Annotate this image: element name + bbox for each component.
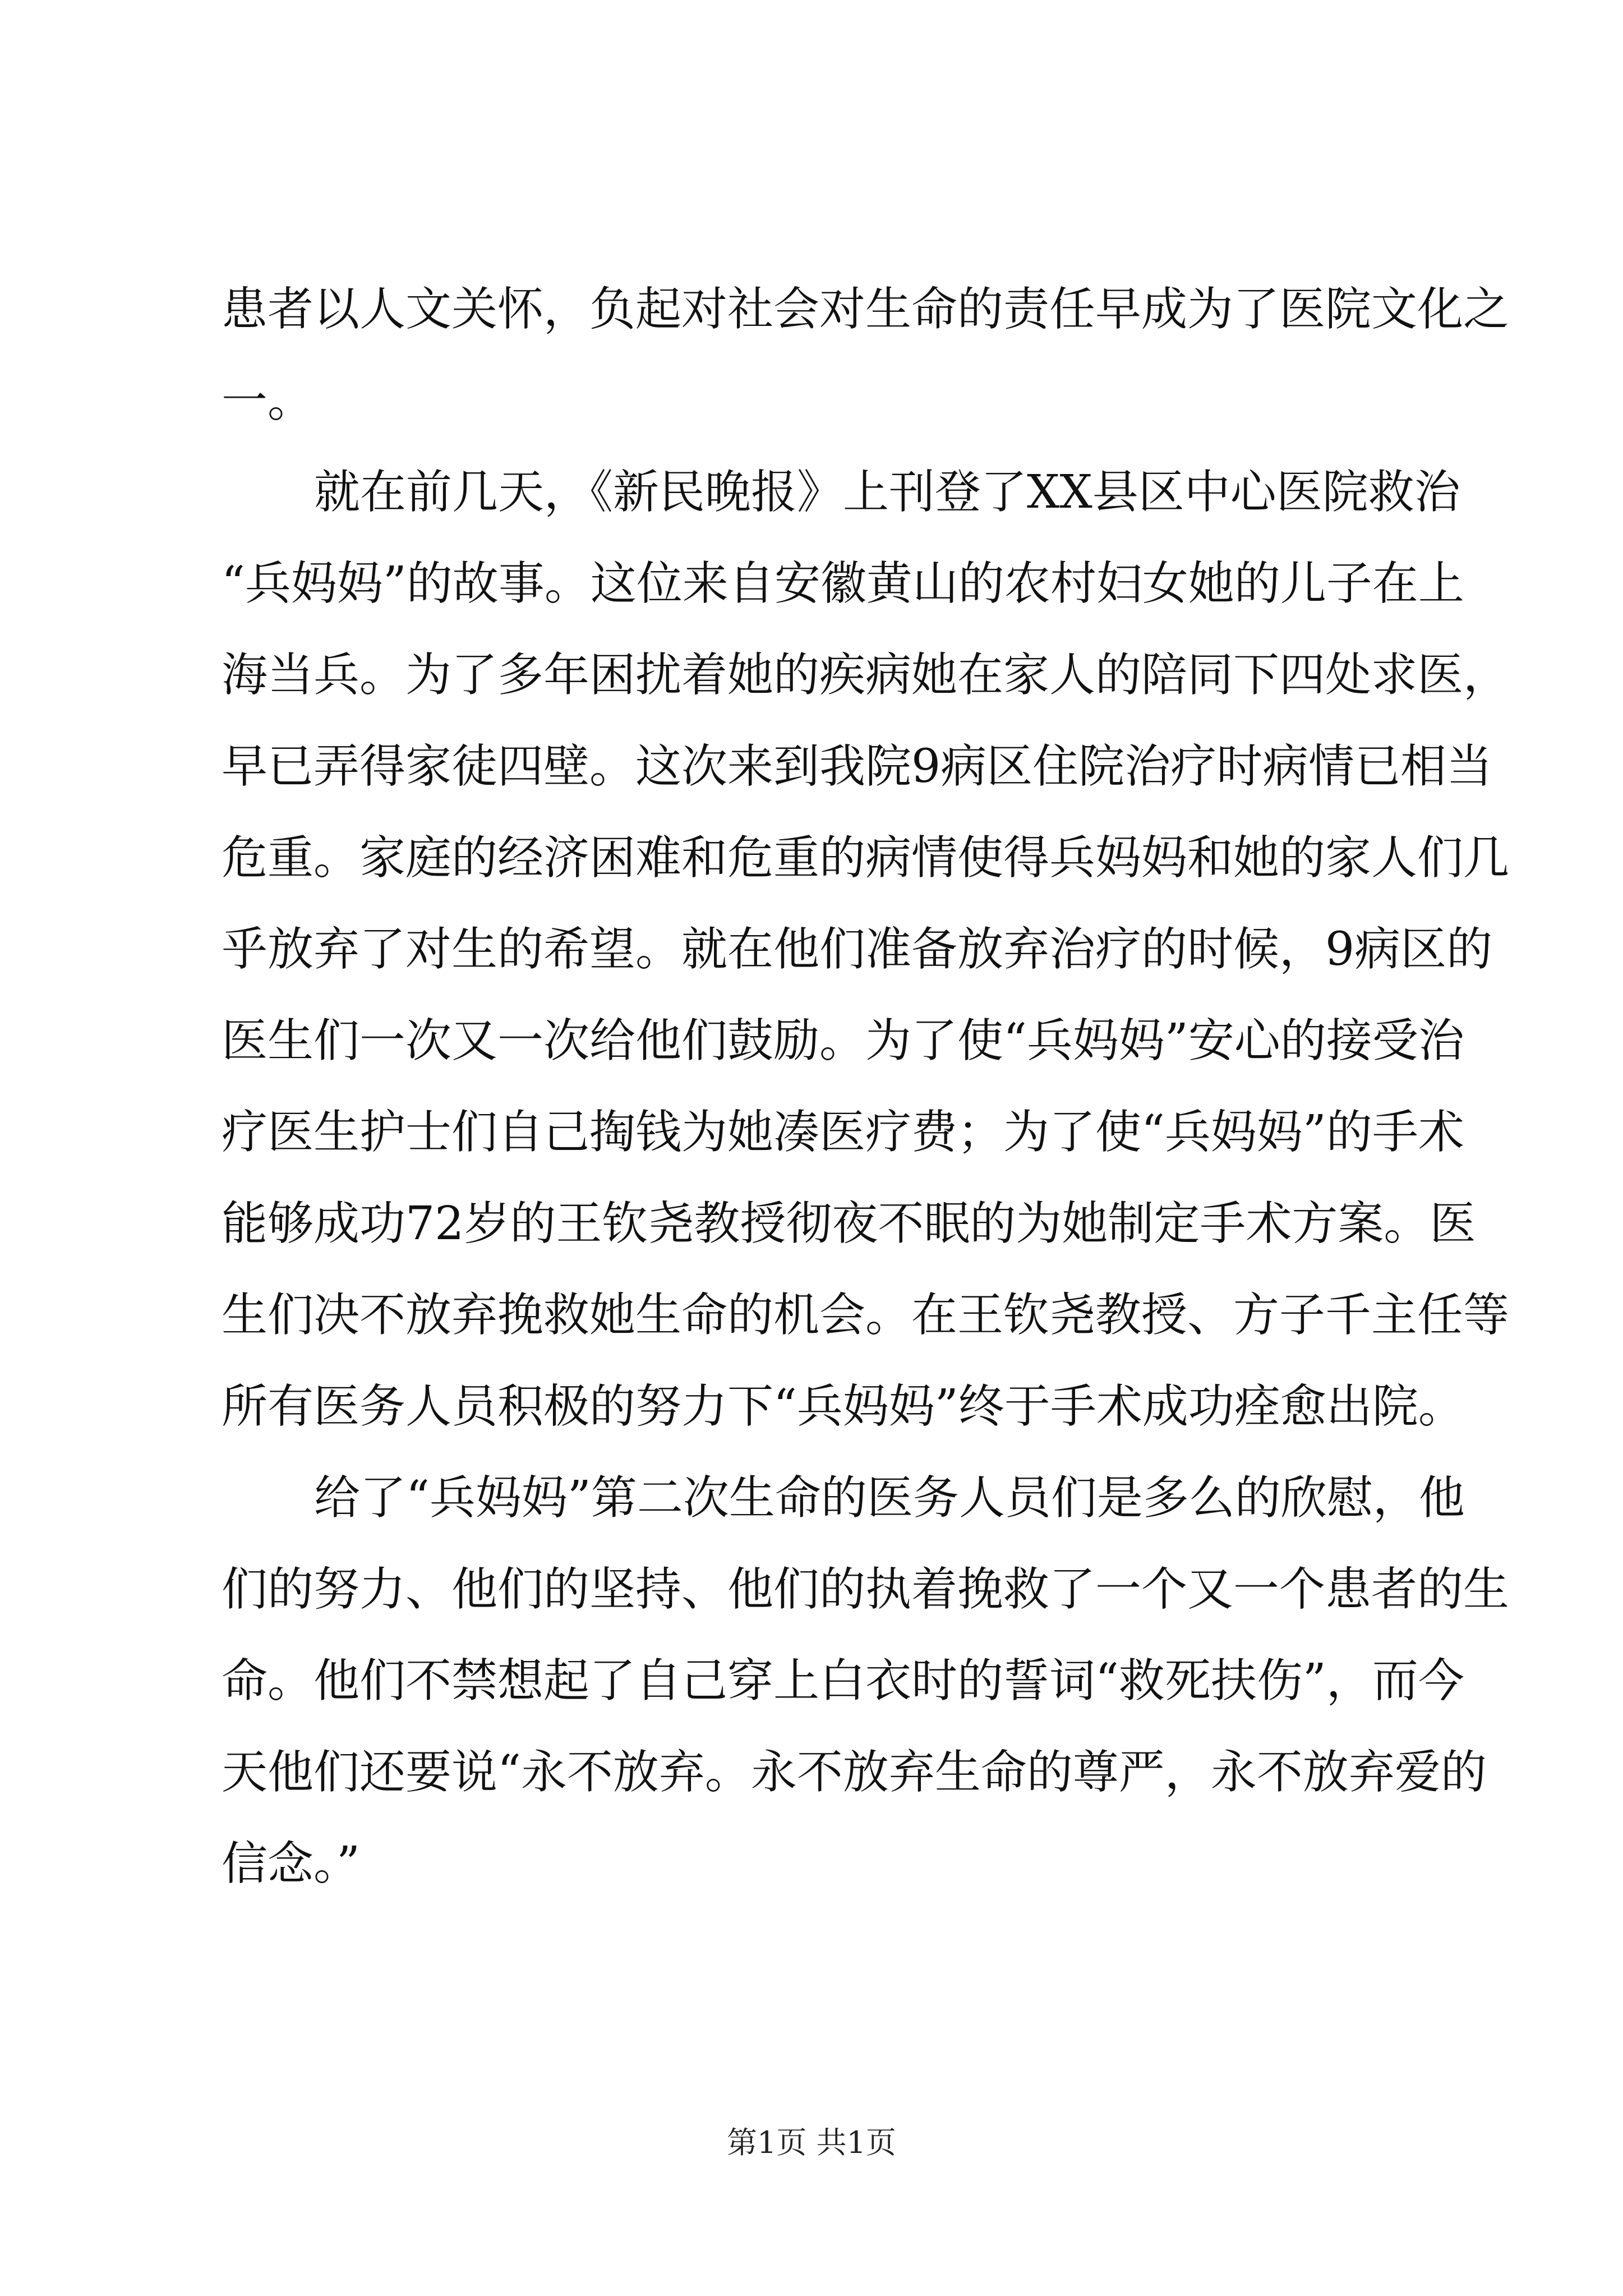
text-line: 海当兵。为了多年困扰着她的疾病她在家人的陪同下四处求医， (222, 648, 1510, 702)
text-line: 生们决不放弃挽救她生命的机会。在王钦尧教授、方子千主任等 (222, 1289, 1510, 1342)
text-line: 一。 (222, 374, 314, 427)
text-line: 们的努力、他们的坚持、他们的执着挽救了一个又一个患者的生 (222, 1563, 1510, 1616)
text-line: 天他们还要说“永不放弃。永不放弃生命的尊严，永不放弃爱的 (222, 1746, 1487, 1799)
text-line: 信念。” (222, 1837, 360, 1890)
text-line: 就在前几天，《新民晚报》上刊登了XX县区中心医院救治 (314, 466, 1460, 519)
text-line: 所有医务人员积极的努力下“兵妈妈”终于手术成功痊愈出院。 (222, 1380, 1464, 1433)
text-line: 乎放弃了对生的希望。就在他们准备放弃治疗的时候，9病区的 (222, 923, 1493, 976)
text-line: 疗医生护士们自己掏钱为她凑医疗费；为了使“兵妈妈”的手术 (222, 1106, 1464, 1159)
text-line: 危重。家庭的经济困难和危重的病情使得兵妈妈和她的家人们几 (222, 831, 1510, 885)
text-line: 给了“兵妈妈”第二次生命的医务人员们是多么的欣慰，他 (314, 1471, 1465, 1525)
text-line: “兵妈妈”的故事。这位来自安徽黄山的农村妇女她的儿子在上 (222, 557, 1464, 610)
body-text (222, 264, 1510, 1910)
text-line: 早已弄得家徒四壁。这次来到我院9病区住院治疗时病情已相当 (222, 740, 1493, 793)
text-line: 能够成功72岁的王钦尧教授彻夜不眠的为她制定手术方案。医 (222, 1197, 1476, 1250)
text-line: 医生们一次又一次给他们鼓励。为了使“兵妈妈”安心的接受治 (222, 1014, 1464, 1068)
page-footer (0, 2120, 1623, 2165)
text-line: 患者以人文关怀，负起对社会对生命的责任早成为了医院文化之 (222, 283, 1510, 336)
page-number: 第1页 共1页 (727, 2125, 896, 2160)
text-line: 命。他们不禁想起了自己穿上白衣时的誓词“救死扶伤”，而今 (222, 1654, 1464, 1708)
